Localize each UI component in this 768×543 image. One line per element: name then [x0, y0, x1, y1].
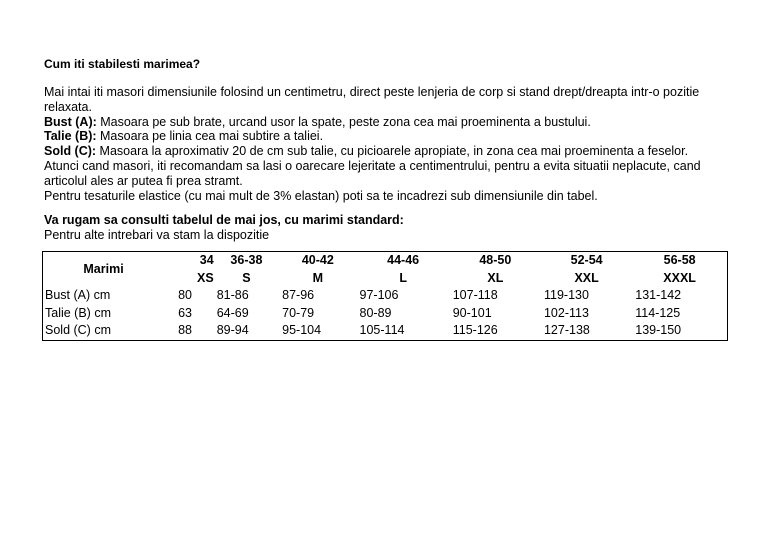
- size-guide-document: [44, 57, 744, 243]
- advice-line-1: Atunci cand masori, iti recomandam sa lasi o oarecare lejeritate a centimentrului, pentru a evita situatii neplacute, cand: [44, 158, 701, 173]
- measure-waist: [44, 129, 744, 144]
- size-table-corner-label: Marimi: [83, 261, 124, 276]
- table-cell: 131-142: [635, 288, 682, 302]
- size-numeric-header: 52-54: [570, 253, 603, 267]
- table-cell: 95-104: [282, 323, 322, 337]
- measure-bust-label: Bust (A):: [44, 114, 97, 129]
- table-cell: 88: [178, 323, 192, 337]
- measure-hip-text: Masoara la aproximativ 20 de cm sub talie, cu picioarele apropiate, in zona cea mai proeminenta a feselor.: [96, 144, 689, 159]
- table-cell: 115-126: [452, 323, 498, 337]
- table-intro-subtitle: Pentru alte intrebari va stam la dispozitie: [44, 228, 270, 243]
- size-letter-header: XL: [487, 270, 504, 285]
- table-cell: 81-86: [216, 288, 249, 302]
- measure-bust-text: Masoara pe sub brate, urcand usor la spate, peste zona cea mai proeminenta a bustului.: [96, 114, 591, 129]
- table-row: [43, 287, 728, 305]
- table-cell: 102-113: [543, 305, 589, 320]
- table-cell: 107-118: [452, 288, 498, 302]
- table-cell: 70-79: [282, 305, 315, 320]
- advice-line-3: Pentru tesaturile elastice (cu mai mult de 3% elastan) poti sa te incadrezi sub dimensiunile din tabel.: [44, 188, 598, 203]
- intro-line-2: relaxata.: [44, 99, 92, 114]
- measure-bust: [44, 115, 744, 130]
- table-cell: 89-94: [216, 323, 249, 337]
- row-label: Sold (C) cm: [45, 323, 111, 337]
- measure-waist-label: Talie (B):: [44, 129, 97, 144]
- table-intro-title: Va rugam sa consulti tabelul de mai jos, cu marimi standard:: [44, 213, 404, 228]
- size-numeric-header: 40-42: [301, 253, 334, 267]
- size-numeric-header: 48-50: [479, 253, 512, 267]
- size-letter-header: L: [399, 270, 407, 285]
- table-cell: 80-89: [359, 305, 392, 320]
- table-row: [43, 305, 728, 323]
- size-numeric-header: 44-46: [387, 253, 420, 267]
- measure-hip-label: Sold (C):: [44, 144, 97, 159]
- table-cell: 119-130: [543, 288, 589, 302]
- size-letter-header: XXXL: [663, 270, 696, 285]
- table-cell: 64-69: [216, 305, 249, 320]
- page-title: Cum iti stabilesti marimea?: [44, 57, 201, 71]
- table-cell: 80: [178, 288, 192, 302]
- table-cell: 114-125: [635, 305, 681, 320]
- table-cell: 105-114: [359, 323, 405, 337]
- table-cell: 97-106: [359, 288, 399, 302]
- size-table: [42, 251, 728, 341]
- measure-hip: [44, 144, 744, 159]
- table-cell: 127-138: [543, 323, 590, 337]
- table-cell: 87-96: [282, 288, 315, 302]
- size-numeric-header: 34: [199, 253, 214, 267]
- size-letter-header: XXL: [574, 270, 599, 285]
- intro-line-1: Mai intai iti masori dimensiunile folosind un centimetru, direct peste lenjeria de corp si stand drept/dreapta intr-o pozitie: [44, 85, 700, 99]
- size-letter-header: M: [312, 270, 324, 285]
- row-label: Talie (B) cm: [45, 305, 111, 320]
- measure-waist-text: Masoara pe linia cea mai subtire a taliei.: [96, 129, 324, 144]
- size-numeric-header: 36-38: [230, 253, 263, 267]
- table-cell: 90-101: [452, 305, 492, 320]
- size-header-row-numeric: [43, 252, 728, 270]
- size-letter-header: S: [242, 270, 251, 285]
- table-cell: 63: [178, 305, 192, 320]
- size-letter-header: XS: [197, 270, 214, 285]
- size-numeric-header: 56-58: [663, 253, 696, 267]
- table-cell: 139-150: [635, 323, 682, 337]
- row-label: Bust (A) cm: [45, 288, 111, 302]
- advice-line-2: articolul ales ar putea fi prea stramt.: [44, 173, 243, 188]
- table-row: [43, 322, 728, 340]
